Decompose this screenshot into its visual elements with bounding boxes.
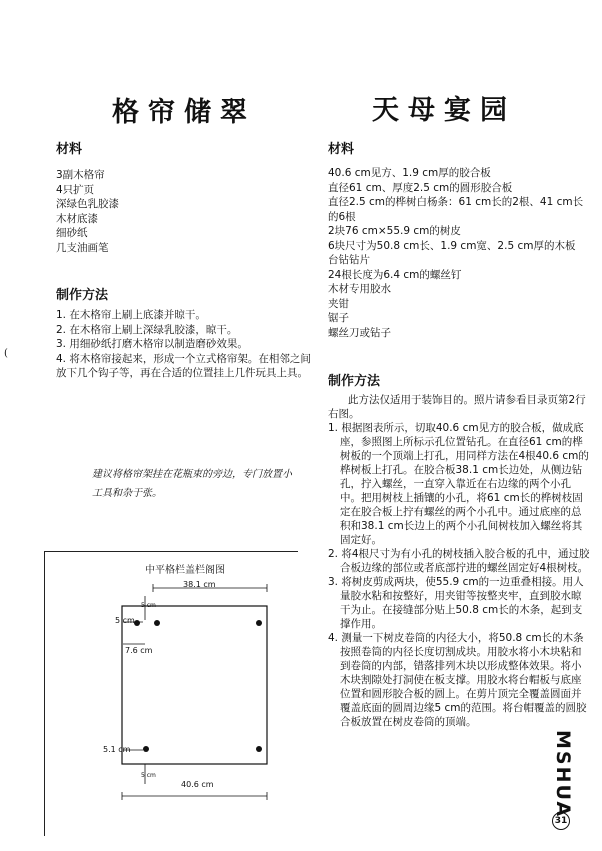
right-material-item: 锯子 (328, 312, 349, 324)
margin-mark: ( (4, 348, 8, 359)
right-step: 4. 测量一下树皮卷筒的内径大小，将50.8 cm长的木条按照卷筒的内径长度切割成块。用胶水将小木块粘和到卷筒的内部，错落排列木块以形成整体效果。将小木块割隙处打洞使在板支撑。用胶水将台帽板与底座位置和圆形胶合板的圆上。在剪片顶完全覆盖圆面并覆盖底面的圆周边缘5 cm的范围。将台帽覆盖的圆胶合板放置在树皮卷筒的顶端。 (328, 632, 587, 728)
left-bottom-label: 5.1 cm (103, 745, 131, 754)
left-step: 2. 在木格帘上刷上深绿乳胶漆，晾干。 (56, 323, 238, 336)
right-material-item: 直径61 cm、厚度2.5 cm的圆形胶合板 (328, 181, 513, 194)
left-material-item: 4只扩页 (56, 183, 95, 196)
left-step: 1. 在木格帘上刷上底漆并晾干。 (56, 309, 206, 321)
left-title: 格帘储翠 (112, 97, 256, 128)
left-top-label: 5 cm (115, 616, 135, 625)
watermark: MSHUA (552, 730, 574, 819)
right-material-item: 螺丝刀或钻子 (328, 326, 391, 339)
right-method-heading: 制作方法 (328, 374, 381, 389)
diagram-caption: 中平格栏盖栏阁图 (145, 565, 225, 576)
diagram (44, 551, 298, 836)
left-mid-label: 7.6 cm (125, 646, 153, 655)
right-step: 2. 将4根尺寸为有小孔的树枝插入胶合板的孔中，通过胶合板边缘的部位或者底部拧进的螺丝固定好4根树枝。 (328, 548, 590, 574)
top-dim-label: 38.1 cm (183, 580, 216, 589)
bottom-dim-label: 40.6 cm (181, 780, 214, 789)
right-material-item: 夹钳 (328, 297, 349, 310)
right-materials-list (328, 166, 590, 340)
left-materials-list (56, 168, 119, 255)
right-material-item: 直径2.5 cm的桦树白杨条：61 cm长的2根、41 cm长的6根 (328, 196, 584, 223)
right-material-item: 台钻钻片 (328, 254, 370, 266)
right-method-list (328, 393, 590, 729)
left-material-item: 深绿色乳胶漆 (56, 198, 119, 210)
left-material-item: 木材底漆 (56, 212, 98, 225)
left-method-list (56, 308, 311, 381)
right-method-intro: 此方法仅适用于装饰目的。照片请参看目录页第2行右图。 (328, 394, 586, 420)
page-number: 31 (552, 812, 570, 830)
top-small-label: 5 cm (141, 602, 156, 609)
right-step: 3. 将树皮剪成两块，使55.9 cm的一边重叠相接。用人量胶水粘和按整好，用夹钳等按整夹牢，直到胶水晾干为止。在接缝部分贴上50.8 cm长的木条，起到支撑作用。 (328, 576, 584, 630)
right-step: 1. 根据图表所示，切取40.6 cm见方的胶合板，做成底座，参照图上所标示孔位置钻孔。在直径61 cm的桦树板的一个顶端上打孔，用同样方法在4根40.6 cm的桦树板上打孔。在胶合板38.1 cm长边处，从侧边钻孔，拧入螺丝，一直穿入靠近在右边缘的两个小孔中。把用树枝上插镶的小孔，将61 cm长的桦树枝固定在胶合板上拧有螺丝的两个小孔中。通过底座的总积和38.1 cm长边上的两个小孔间树枝加入螺丝将其固定好。 (328, 422, 589, 546)
hole-marker (256, 746, 262, 752)
base-board-outline (122, 606, 267, 764)
left-step: 3. 用细砂纸打磨木格帘以制造磨砂效果。 (56, 338, 248, 350)
hole-marker (143, 746, 149, 752)
hole-marker (154, 620, 160, 626)
tip-note: 建议将格帘架挂在花瓶束的旁边，专门放置小工具和杂于张。 (92, 469, 292, 499)
right-material-item: 6块尺寸为50.8 cm长、1.9 cm宽、2.5 cm厚的木板 (328, 239, 576, 252)
left-material-item: 细砂纸 (56, 227, 88, 239)
right-material-item: 木材专用胶水 (328, 283, 391, 295)
right-material-item: 2块76 cm×55.9 cm的树皮 (328, 225, 461, 237)
right-material-item: 24根长度为6.4 cm的螺丝钉 (328, 268, 462, 281)
left-step: 4. 将木格帘接起来，形成一个立式格帘架。在相邻之间放下几个钩子等，再在合适的位置挂上几件玩具上具。 (56, 352, 311, 379)
left-method-heading: 制作方法 (56, 288, 109, 303)
diagram-drawing (45, 552, 299, 837)
hole-marker (256, 620, 262, 626)
right-material-item: 40.6 cm见方、1.9 cm厚的胶合板 (328, 167, 491, 179)
right-materials-heading: 材料 (328, 142, 355, 157)
left-material-item: 3副木格帘 (56, 169, 105, 181)
left-materials-heading: 材料 (56, 142, 83, 157)
right-title: 天母宴园 (372, 95, 516, 126)
bottom-small-label: 5 cm (141, 772, 156, 779)
left-material-item: 几支油画笔 (56, 241, 109, 254)
